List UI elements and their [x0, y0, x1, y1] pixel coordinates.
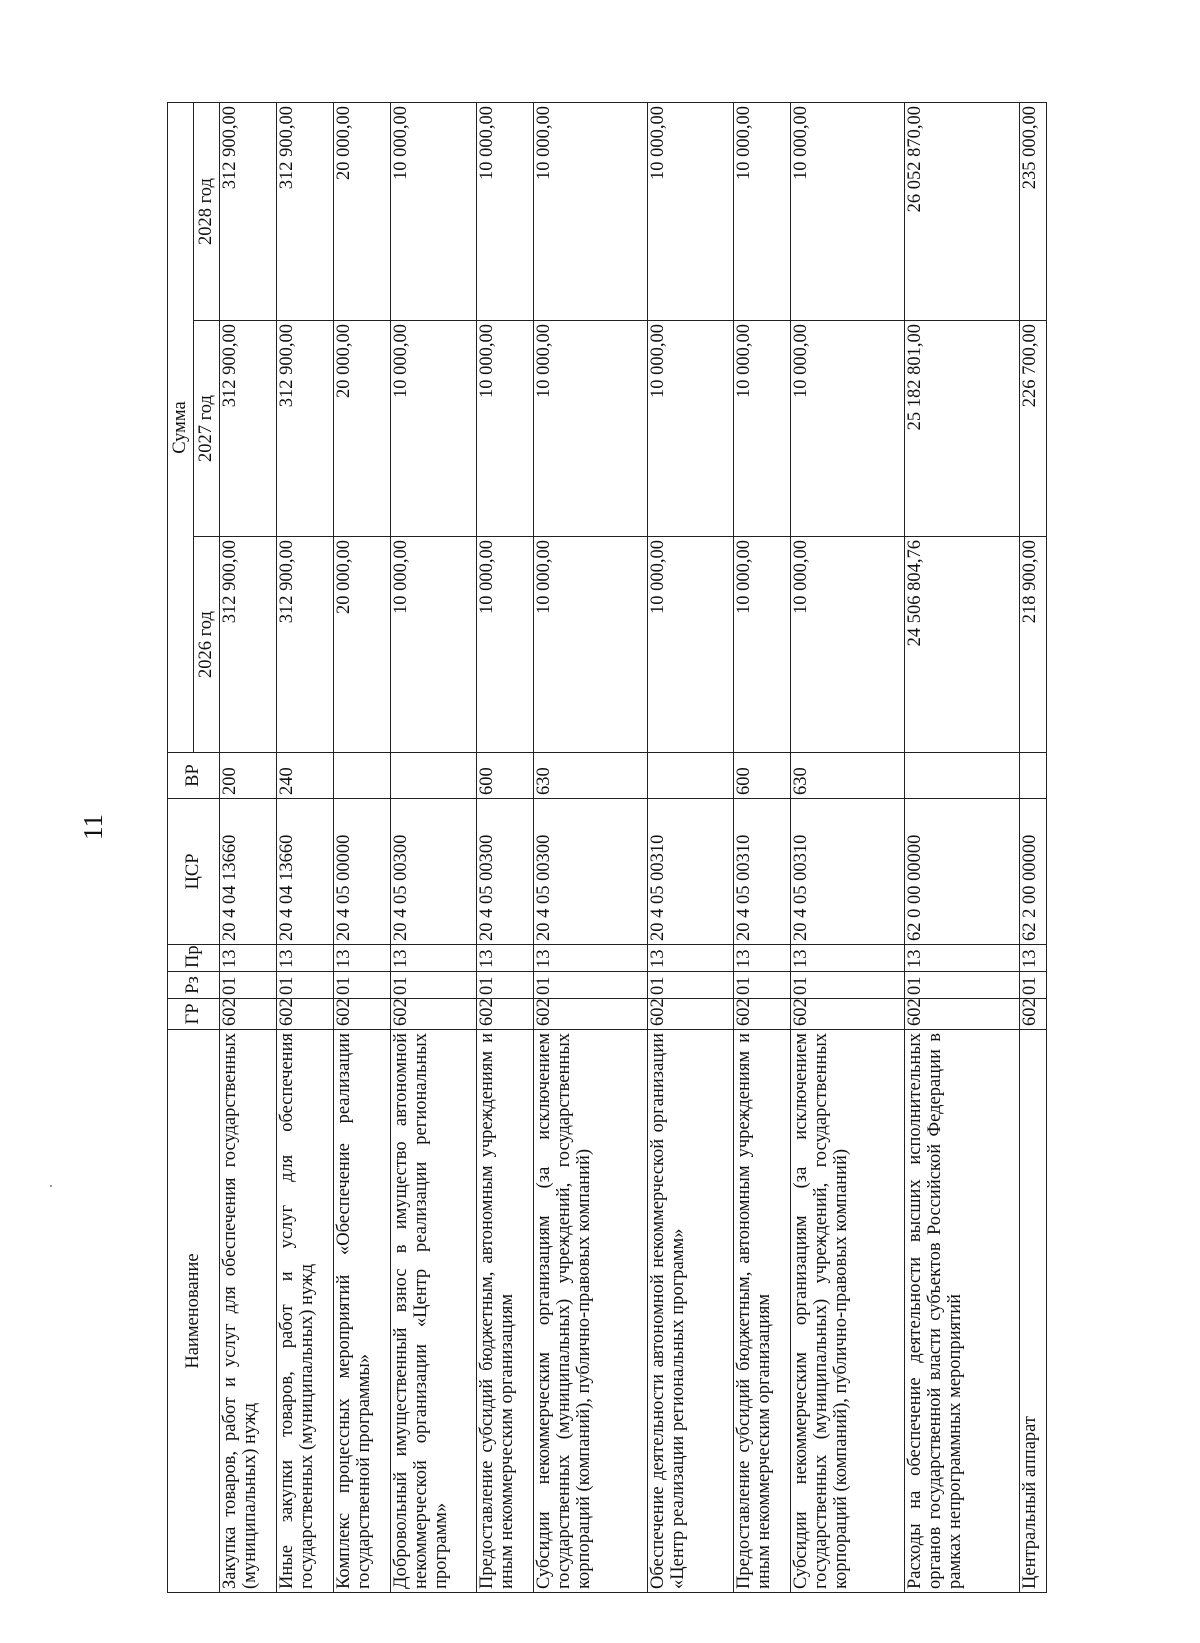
header-vr: ВР: [168, 753, 220, 799]
row-rz: 01: [1019, 972, 1046, 999]
row-vr: [905, 753, 1019, 799]
row-vr: [391, 753, 477, 799]
row-rz: 01: [476, 972, 533, 999]
row-vr: 630: [534, 753, 648, 799]
table-row: [391, 103, 477, 1593]
table-row: [905, 103, 1019, 1593]
row-sum-2027: 10 000,00: [733, 321, 790, 537]
row-sum-2026: 20 000,00: [334, 537, 391, 753]
table-row: [1019, 103, 1046, 1593]
row-sum-2028: 20 000,00: [334, 103, 391, 321]
row-sum-2026: 218 900,00: [1019, 537, 1046, 753]
row-pr: 13: [476, 945, 533, 972]
row-sum-2026: 10 000,00: [791, 537, 905, 753]
row-name: Субсидии некоммерческим организациям (за исключением государственных (муниципальных) учреждений, государственных корпораций (компаний), публично-правовых компаний): [534, 1030, 648, 1593]
row-rz: 01: [391, 972, 477, 999]
row-gr: 602: [534, 999, 648, 1030]
row-name: Субсидии некоммерческим организациям (за исключением государственных (муниципальных) учреждений, государственных корпораций (компаний), публично-правовых компаний): [791, 1030, 905, 1593]
row-sum-2027: 312 900,00: [277, 321, 334, 537]
row-csr: 20 4 04 13660: [277, 799, 334, 945]
row-gr: 602: [334, 999, 391, 1030]
row-sum-2027: 20 000,00: [334, 321, 391, 537]
row-gr: 602: [277, 999, 334, 1030]
table-row: [648, 103, 734, 1593]
row-pr: 13: [334, 945, 391, 972]
row-sum-2026: 10 000,00: [391, 537, 477, 753]
row-sum-2026: 312 900,00: [277, 537, 334, 753]
row-csr: 62 2 00 00000: [1019, 799, 1046, 945]
row-sum-2027: 25 182 801,00: [905, 321, 1019, 537]
row-vr: 240: [277, 753, 334, 799]
row-name: Комплекс процессных мероприятий «Обеспечение реализации государственной программы»: [334, 1030, 391, 1593]
row-sum-2028: 10 000,00: [648, 103, 734, 321]
page-number: 11: [78, 814, 108, 840]
row-pr: 13: [648, 945, 734, 972]
table-row: [733, 103, 790, 1593]
budget-table: [167, 102, 1047, 1593]
row-pr: 13: [391, 945, 477, 972]
row-rz: 01: [733, 972, 790, 999]
row-sum-2028: 10 000,00: [733, 103, 790, 321]
row-gr: 602: [476, 999, 533, 1030]
row-csr: 20 4 05 00310: [733, 799, 790, 945]
row-gr: 602: [391, 999, 477, 1030]
row-rz: 01: [791, 972, 905, 999]
row-name: Центральный аппарат: [1019, 1030, 1046, 1593]
header-name: Наименование: [168, 1030, 220, 1593]
row-csr: 20 4 04 13660: [220, 799, 277, 945]
table-row: [476, 103, 533, 1593]
row-sum-2028: 10 000,00: [534, 103, 648, 321]
row-sum-2026: 312 900,00: [220, 537, 277, 753]
row-csr: 20 4 05 00310: [791, 799, 905, 945]
row-sum-2027: 10 000,00: [791, 321, 905, 537]
header-pr: Пр: [168, 945, 220, 972]
row-rz: 01: [277, 972, 334, 999]
row-rz: 01: [905, 972, 1019, 999]
table-body: [220, 103, 1047, 1593]
row-sum-2027: 226 700,00: [1019, 321, 1046, 537]
row-sum-2026: 24 506 804,76: [905, 537, 1019, 753]
header-sum: Сумма: [168, 103, 194, 753]
row-gr: 602: [1019, 999, 1046, 1030]
row-name: Обеспечение деятельности автономной некоммерческой организации «Центр реализации региональных программ»: [648, 1030, 734, 1593]
row-sum-2027: 10 000,00: [476, 321, 533, 537]
row-name: Закупка товаров, работ и услуг для обеспечения государственных (муниципальных) нужд: [220, 1030, 277, 1593]
row-csr: 62 0 00 00000: [905, 799, 1019, 945]
row-gr: 602: [220, 999, 277, 1030]
table-row: [220, 103, 277, 1593]
row-sum-2026: 10 000,00: [476, 537, 533, 753]
row-sum-2028: 10 000,00: [476, 103, 533, 321]
row-pr: 13: [534, 945, 648, 972]
row-gr: 602: [791, 999, 905, 1030]
row-sum-2028: 312 900,00: [277, 103, 334, 321]
row-name: Расходы на обеспечение деятельности высших исполнительных органов государственной власти субъектов Российской Федерации в рамках непрограммных мероприятий: [905, 1030, 1019, 1593]
row-rz: 01: [648, 972, 734, 999]
row-pr: 13: [1019, 945, 1046, 972]
row-pr: 13: [277, 945, 334, 972]
table-row: [277, 103, 334, 1593]
row-vr: [1019, 753, 1046, 799]
row-name: Предоставление субсидий бюджетным, автономным учреждениям и иным некоммерческим организациям: [476, 1030, 533, 1593]
row-rz: 01: [534, 972, 648, 999]
row-sum-2028: 312 900,00: [220, 103, 277, 321]
row-rz: 01: [220, 972, 277, 999]
table-row: [791, 103, 905, 1593]
row-csr: 20 4 05 00000: [334, 799, 391, 945]
row-vr: [648, 753, 734, 799]
row-csr: 20 4 05 00310: [648, 799, 734, 945]
row-vr: 600: [476, 753, 533, 799]
row-sum-2026: 10 000,00: [648, 537, 734, 753]
scan-speck: [50, 1185, 52, 1187]
row-sum-2028: 10 000,00: [791, 103, 905, 321]
header-2026: 2026 год: [194, 537, 220, 753]
row-pr: 13: [905, 945, 1019, 972]
row-sum-2028: 26 052 870,00: [905, 103, 1019, 321]
row-vr: [334, 753, 391, 799]
header-2027: 2027 год: [194, 321, 220, 537]
table-row: [334, 103, 391, 1593]
row-vr: 600: [733, 753, 790, 799]
row-gr: 602: [733, 999, 790, 1030]
row-pr: 13: [220, 945, 277, 972]
row-vr: 630: [791, 753, 905, 799]
row-name: Предоставление субсидий бюджетным, автономным учреждениям и иным некоммерческим организациям: [733, 1030, 790, 1593]
header-csr: ЦСР: [168, 799, 220, 945]
row-gr: 602: [648, 999, 734, 1030]
row-csr: 20 4 05 00300: [534, 799, 648, 945]
row-sum-2027: 10 000,00: [648, 321, 734, 537]
header-rz: Рз: [168, 972, 220, 999]
row-vr: 200: [220, 753, 277, 799]
row-sum-2028: 10 000,00: [391, 103, 477, 321]
row-sum-2028: 235 000,00: [1019, 103, 1046, 321]
header-2028: 2028 год: [194, 103, 220, 321]
row-sum-2026: 10 000,00: [733, 537, 790, 753]
row-rz: 01: [334, 972, 391, 999]
table-row: [534, 103, 648, 1593]
row-csr: 20 4 05 00300: [391, 799, 477, 945]
row-name: Иные закупки товаров, работ и услуг для обеспечения государственных (муниципальных) нужд: [277, 1030, 334, 1593]
row-gr: 602: [905, 999, 1019, 1030]
row-csr: 20 4 05 00300: [476, 799, 533, 945]
header-row-top: [168, 103, 194, 1593]
row-pr: 13: [791, 945, 905, 972]
header-gr: ГР: [168, 999, 220, 1030]
row-sum-2027: 312 900,00: [220, 321, 277, 537]
row-pr: 13: [733, 945, 790, 972]
row-sum-2027: 10 000,00: [391, 321, 477, 537]
rotated-page: [167, 103, 1047, 1593]
row-sum-2027: 10 000,00: [534, 321, 648, 537]
row-sum-2026: 10 000,00: [534, 537, 648, 753]
row-name: Добровольный имущественный взнос в имущество автономной некоммерческой организации «Центр реализации региональных программ»: [391, 1030, 477, 1593]
